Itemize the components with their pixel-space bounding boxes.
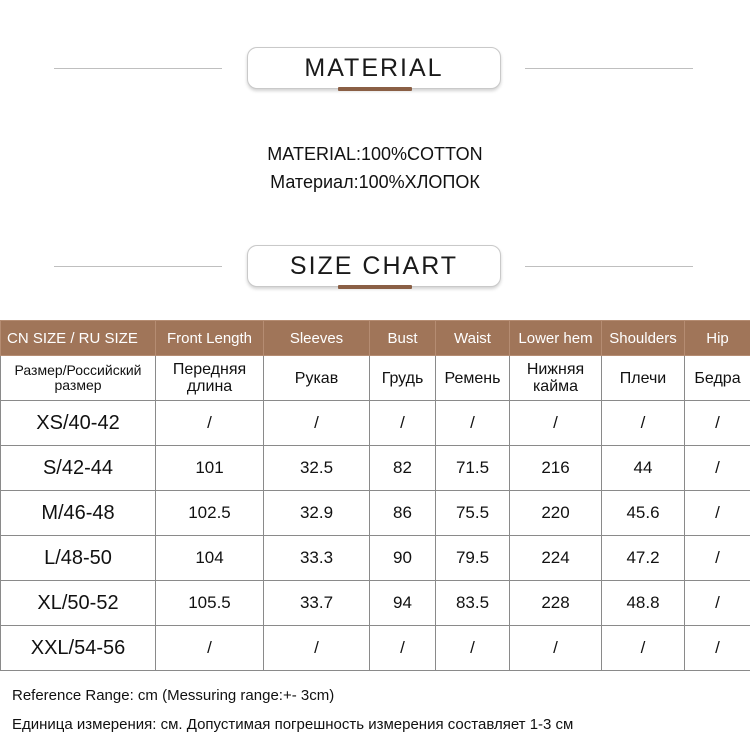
- table-cell: 90: [370, 536, 436, 581]
- table-cell: /: [156, 626, 264, 671]
- table-cell: 224: [510, 536, 602, 581]
- table-cell: /: [685, 581, 750, 626]
- table-cell: /: [436, 626, 510, 671]
- size-chart-table: [0, 320, 750, 671]
- table-cell: 82: [370, 446, 436, 491]
- table-row: [1, 581, 750, 626]
- table-cell: Front Length: [156, 321, 264, 356]
- material-rule-right: [525, 68, 693, 69]
- note-en: Reference Range: cm (Messuring range:+- 3cm): [12, 687, 335, 704]
- table-cell: M/46-48: [1, 491, 156, 536]
- material-line-ru: Материал:100%ХЛОПОК: [270, 172, 480, 192]
- table-cell: XS/40-42: [1, 401, 156, 446]
- table-cell: 44: [602, 446, 685, 491]
- table-cell: Нижняя кайма: [510, 356, 602, 401]
- table-cell: Рукав: [264, 356, 370, 401]
- table-cell: Waist: [436, 321, 510, 356]
- size-chart-rule-right: [525, 266, 693, 267]
- table-cell: CN SIZE / RU SIZE: [1, 321, 156, 356]
- material-rule-left: [54, 68, 222, 69]
- size-chart-rule-left: [54, 266, 222, 267]
- material-title: MATERIAL: [304, 53, 444, 82]
- table-cell: 33.7: [264, 581, 370, 626]
- size-chart-title-box: [247, 245, 501, 287]
- material-title-box: [247, 47, 501, 89]
- table-cell: /: [510, 401, 602, 446]
- table-row: [1, 401, 750, 446]
- table-cell: /: [685, 536, 750, 581]
- notes: [12, 681, 573, 739]
- table-cell: S/42-44: [1, 446, 156, 491]
- table-cell: /: [264, 626, 370, 671]
- material-title-underline: [338, 87, 412, 91]
- material-line-en: MATERIAL:100%COTTON: [267, 144, 483, 164]
- table-cell: 94: [370, 581, 436, 626]
- table-cell: /: [602, 626, 685, 671]
- table-cell: 75.5: [436, 491, 510, 536]
- table-cell: Ремень: [436, 356, 510, 401]
- table-cell: /: [156, 401, 264, 446]
- table-cell: XL/50-52: [1, 581, 156, 626]
- table-cell: 101: [156, 446, 264, 491]
- table-cell: Плечи: [602, 356, 685, 401]
- table-cell: XXL/54-56: [1, 626, 156, 671]
- table-cell: Hip: [685, 321, 750, 356]
- table-cell: /: [264, 401, 370, 446]
- table-cell: 71.5: [436, 446, 510, 491]
- table-cell: /: [685, 491, 750, 536]
- table-cell: 33.3: [264, 536, 370, 581]
- table-row: [1, 446, 750, 491]
- table-cell: 83.5: [436, 581, 510, 626]
- table-row: [1, 491, 750, 536]
- table-cell: Размер/Российский размер: [1, 356, 156, 401]
- note-ru: Единица измерения: см. Допустимая погрешность измерения составляет 1-3 см: [12, 716, 574, 733]
- table-cell: 79.5: [436, 536, 510, 581]
- table-cell: /: [370, 401, 436, 446]
- table-cell: 45.6: [602, 491, 685, 536]
- table-cell: Передняя длина: [156, 356, 264, 401]
- table-cell: 32.9: [264, 491, 370, 536]
- table-cell: 86: [370, 491, 436, 536]
- table-header-row-en: [1, 321, 750, 356]
- table-cell: /: [685, 446, 750, 491]
- table-cell: Бедра: [685, 356, 750, 401]
- table-cell: /: [685, 401, 750, 446]
- table-cell: /: [510, 626, 602, 671]
- table-cell: Sleeves: [264, 321, 370, 356]
- size-chart-title-underline: [338, 285, 412, 289]
- size-chart-title: SIZE CHART: [289, 251, 459, 280]
- table-cell: 105.5: [156, 581, 264, 626]
- table-cell: 32.5: [264, 446, 370, 491]
- material-info: [0, 140, 750, 196]
- table-cell: /: [370, 626, 436, 671]
- table-cell: Bust: [370, 321, 436, 356]
- table-cell: Lower hem: [510, 321, 602, 356]
- table-cell: 48.8: [602, 581, 685, 626]
- table-cell: 220: [510, 491, 602, 536]
- table-cell: 47.2: [602, 536, 685, 581]
- table-row: [1, 626, 750, 671]
- table-row: [1, 536, 750, 581]
- table-cell: /: [602, 401, 685, 446]
- table-cell: Грудь: [370, 356, 436, 401]
- table-cell: /: [436, 401, 510, 446]
- table-cell: 104: [156, 536, 264, 581]
- table-cell: L/48-50: [1, 536, 156, 581]
- table-cell: 228: [510, 581, 602, 626]
- table-cell: 216: [510, 446, 602, 491]
- table-cell: 102.5: [156, 491, 264, 536]
- table-header-row-ru: [1, 356, 750, 401]
- table-cell: /: [685, 626, 750, 671]
- table-cell: Shoulders: [602, 321, 685, 356]
